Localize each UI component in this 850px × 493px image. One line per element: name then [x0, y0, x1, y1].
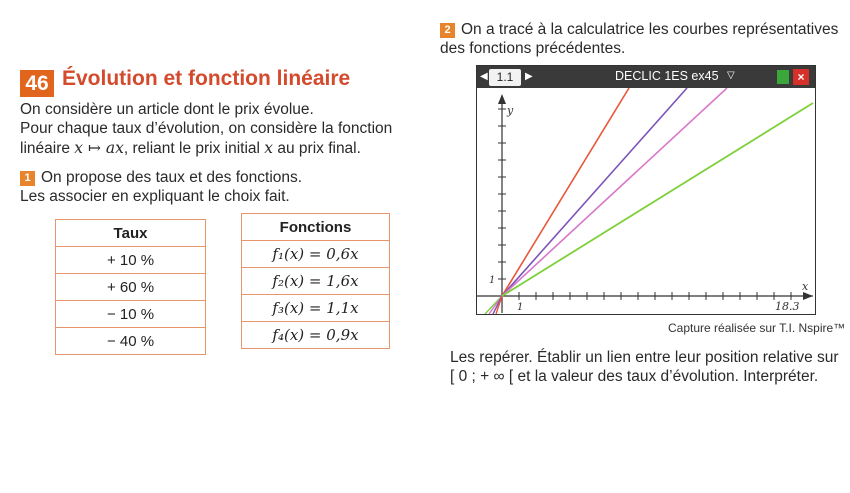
- right-arrow-icon: ▶: [525, 71, 533, 82]
- exercise-title: Évolution et fonction linéaire: [62, 67, 351, 90]
- calculator-tab[interactable]: 1.1: [489, 69, 521, 86]
- calculator-title: DECLIC 1ES ex45: [615, 69, 719, 83]
- battery-icon: [777, 70, 789, 84]
- curve-pink: [502, 88, 727, 296]
- calculator-caption: Capture réalisée sur T.I. Nspire™: [668, 321, 846, 335]
- question2-after-line1: Les repérer. Établir un lien entre leur position relative sur: [450, 349, 839, 366]
- intro-line-3-x: x: [264, 139, 274, 157]
- intro-line-3-end: au prix final.: [277, 140, 361, 157]
- xmax-label: 18.3: [775, 300, 800, 313]
- intro-line-1: On considère un article dont le prix évolue.: [20, 101, 314, 118]
- intro-line-3-pre: linéaire: [20, 140, 70, 157]
- taux-row: − 40 %: [56, 328, 206, 355]
- question1-text1: On propose des taux et des fonctions.: [41, 169, 303, 186]
- axis-x-label: x: [802, 280, 809, 293]
- taux-row: − 10 %: [56, 301, 206, 328]
- taux-header: Taux: [56, 220, 206, 247]
- question2-text1: On a tracé à la calculatrice les courbes représentatives: [461, 21, 839, 38]
- fonction-row: f₄(x) = 0,9x: [242, 322, 390, 349]
- fonction-row: f₂(x) = 1,6x: [242, 268, 390, 295]
- fonctions-table: [241, 213, 390, 349]
- chevron-down-icon[interactable]: ▽: [727, 70, 735, 81]
- taux-table: [55, 219, 206, 355]
- calculator-graph: [477, 88, 815, 314]
- curve-red: [502, 88, 629, 296]
- x-axis-arrow-icon: [803, 292, 813, 300]
- fonction-row: f₃(x) = 1,1x: [242, 295, 390, 322]
- taux-row: + 60 %: [56, 274, 206, 301]
- calculator-toolbar: [477, 66, 815, 88]
- question2-after-line2: [ 0 ; + ∞ [ et la valeur des taux d’évolution. Interpréter.: [450, 368, 819, 385]
- tick-x-label: 1: [517, 302, 524, 313]
- axis-y-label: y: [507, 104, 514, 117]
- intro-line-3: [20, 139, 361, 158]
- fonctions-header: Fonctions: [242, 214, 390, 241]
- curve-green: [502, 103, 813, 296]
- question1-line1: [20, 169, 302, 187]
- question1-line2: Les associer en expliquant le choix fait.: [20, 188, 290, 205]
- question2-line2: des fonctions précédentes.: [440, 40, 626, 57]
- question2-badge: 2: [440, 23, 455, 38]
- exercise-number-badge: 46: [20, 70, 54, 97]
- taux-row: + 10 %: [56, 247, 206, 274]
- question2-line1: [440, 21, 838, 39]
- close-icon[interactable]: ×: [793, 69, 809, 85]
- tick-y-label: 1: [489, 275, 496, 286]
- fonction-row: f₁(x) = 0,6x: [242, 241, 390, 268]
- calculator-screen: [476, 65, 816, 315]
- y-axis-arrow-icon: [498, 94, 506, 104]
- intro-line-2: Pour chaque taux d’évolution, on considère la fonction: [20, 120, 393, 137]
- intro-line-3-post: , reliant le prix initial: [123, 140, 260, 157]
- curve-purple: [502, 88, 687, 296]
- left-arrow-icon: ◀: [480, 71, 488, 82]
- question1-badge: 1: [20, 171, 35, 186]
- intro-line-3-math: x ↦ ax: [74, 139, 124, 157]
